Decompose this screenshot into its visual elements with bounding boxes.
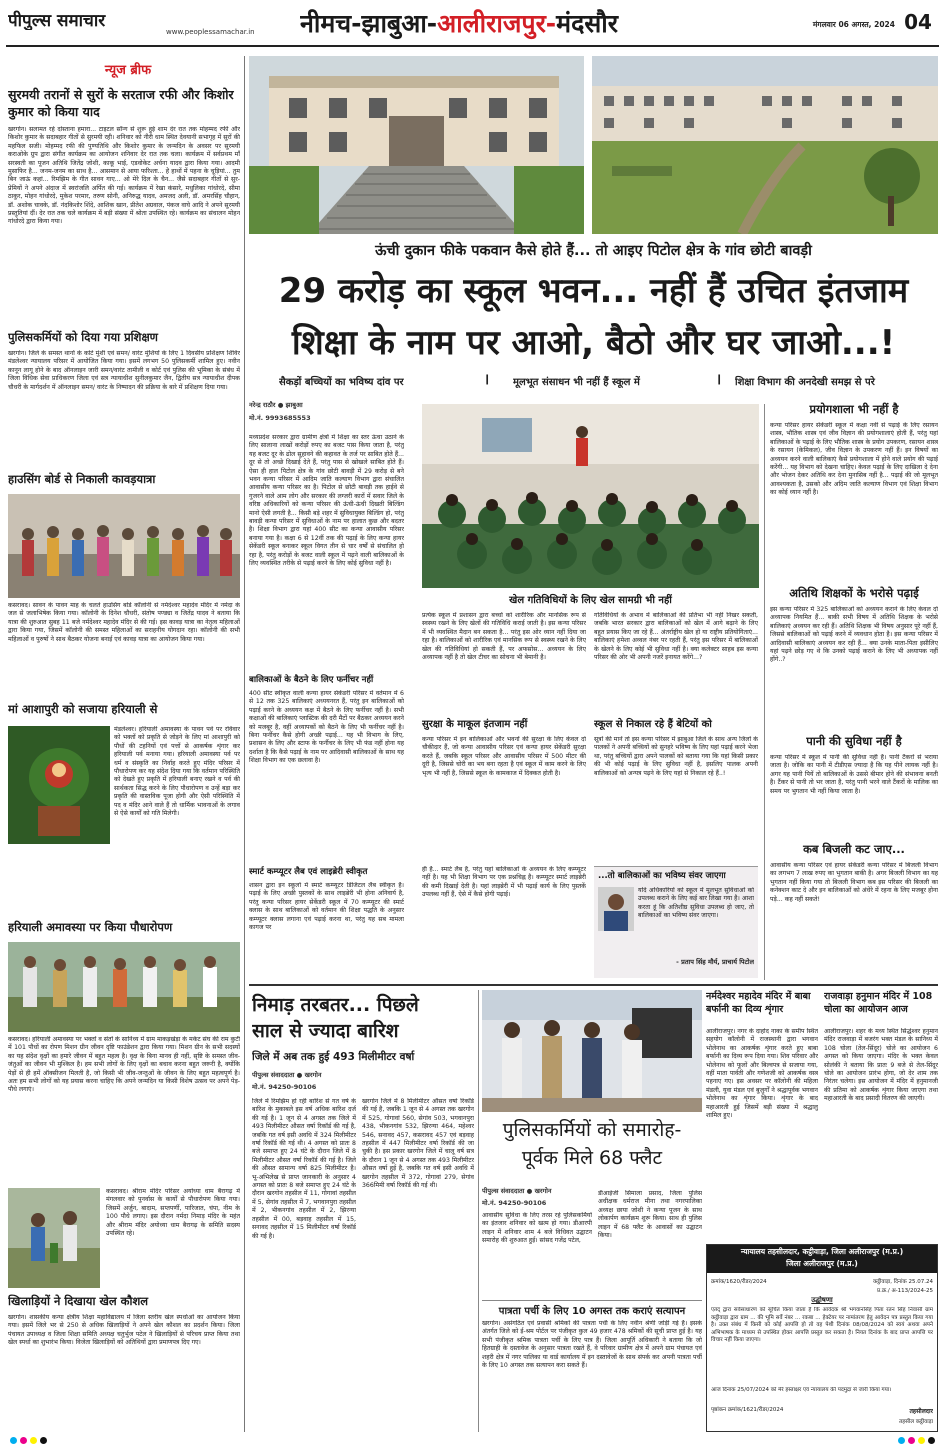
reg-mark-yellow-2 [918, 1437, 925, 1444]
masthead-brand: पीपुल्स समाचार [8, 11, 106, 30]
campus-field-photo [592, 56, 938, 234]
subhead-2: मूलभूत संसाधन भी नहीं हैं स्कूल में [513, 377, 640, 388]
notice-footer-left: पृष्ठांकन क्रमांक/1621/रीडर/2024 [711, 1407, 784, 1413]
byline-place: झाबुआ [285, 401, 303, 409]
reg-mark-black-2 [928, 1437, 935, 1444]
quote-title: ...तो बालिकाओं का भविष्य संवर जाएगा [598, 871, 726, 881]
main-col2-body3: ही है... स्मार्ट लैब है, परंतु यहां बालिकाओं के अध्ययन के लिए कम्प्यूटर नहीं है। यह भी शिक्षा विभाग पर एक प्रश्नचिह्न है। कम्प्यूटर स्मार्ट लाइब्रेरी की कमी दिखाई देती है। यहां लाइब्रेरी में भी पढ़ाई कार्य के लिए पुस्तकें उपलब्ध नहीं हैं, ऐसे में कैसे होगी पढ़ाई। [422, 866, 586, 899]
main-right-divider [764, 404, 765, 980]
byline-mobile: मो.नं. 9993685553 [249, 414, 311, 422]
main-col1-subhead: बालिकाओं के बैठने के लिए फर्नीचर नहीं [249, 675, 374, 685]
story-2-body: खरगोन। जिले के समस्त थानों के कोर्ट मुंशी एवं समन/ वारंट मुंशियों के लिए 1 दिवसीय प्रशिक्षण शिविर मंडलेश्वर न्यायालय परिसर में आयोजित किया गया। इसमें लगभग 50 पुलिसकर्मी शामिल हुए। नवीन कानून लागू होने के बाद ऑनलाइन जारी समन/वारंट तामीली व कोर्ट एवं पुलिस की भूमिका के संबंध में जिला विधिक सेवा प्राधिकरण जिला एवं सत्र न्यायाधीश सुनीलकुमार जैन, द्वितीय सत्र न्यायाधीश दीपक चौधरी के मार्गदर्शन में ऑनलाइन समन/ वारंट के निष्पादन की प्रक्रिया के बारे में प्रशिक्षण दिया गया। [8, 350, 240, 391]
story-7-title: खिलाड़ियों ने दिखाया खेल कौशल [8, 1294, 149, 1308]
right-subhead-3: पानी की सुविधा नहीं है [806, 734, 902, 748]
principal-photo [598, 887, 634, 931]
police-title-line-2: पूर्वक मिले 68 फ्लैट [521, 1147, 663, 1169]
police-byline: पीपुल्स संवाददाता ● खरगोन [482, 1187, 552, 1195]
notice-case-no: प्र.क्र./ अ-113/2024-25 [877, 1288, 933, 1294]
police-flats-title [482, 1116, 702, 1182]
ration-slip-title: पात्रता पर्ची के लिए 10 अगस्त तक कराएं सत्यापन [482, 1300, 702, 1316]
subhead-3: शिक्षा विभाग की अनदेखी समझ से परे [735, 377, 875, 388]
main-col1-subhead2: स्मार्ट कम्प्यूटर लैब एवं लाइब्रेरी स्वीकृत [249, 867, 368, 877]
right-body-3: कन्या परिसर में स्कूल में पानी की सुविधा नहीं है। पानी टैंकरों से भराया जाता है। जोकि का पानी में टीडीएस ज्यादा है कि यह पीने लायक नहीं है। अगर यह पानी पियें तो बालिकाओं के उससे बीमार होने की संभावना बनती है। टैंकर से पानी तो भर जाता है, परंतु पानी भरने वाले टैंकरों के मालिक का समय पर भुगतान भी नहीं किया जाता है। [770, 754, 938, 795]
main-byline [249, 400, 404, 430]
story-3-title: हाउसिंग बोर्ड से निकाली कावड़यात्रा [8, 472, 156, 486]
notice-subtitle: जिला अलीराजपुर (म.प्र.) [786, 1259, 858, 1268]
story-6-body: कसरावद। श्रीराम मंदिर परिसर अयोध्या धाम बैरागढ़ में मंगलवार को पुनर्वास के कार्यों से पौधारोपण किया गया। जिसमें अर्जुन, बादाम, सप्तपर्णी, पारिजात, चंपा, नीम के 100 पौधे लगाए। इस दौरान नर्मदा निमाड़ मंदिर के महंत और श्रीराम मंदिर अयोध्या धाम बैरागढ़ के समिति सदस्य उपस्थित रहे। [106, 1188, 240, 1238]
main-col3-body: गतिविधियों के अभाव में बालिकाओं की प्रतिभा भी नहीं निखर सकती, जबकि भारत सरकार द्वारा बालिकाओं को खेल में आगे बढ़ाने के लिए बहुत प्रयास किए जा रहे हैं... अंतर्राष्ट्रीय खेल हो या राष्ट्रीय प्रतियोगिताएं... बालिकाएं हमेशा अव्वल नंबर पर रहती हैं, परंतु इस परिसर में बालिकाओं के खेलने के लिए कोई भी सुविधा नहीं है। क्या कलेक्टर साहब इस कन्या परिसर की ओर भी अपनी नजरें इनायत करेंगे...? [594, 612, 758, 662]
left-column [8, 58, 240, 1432]
notice-sign: तहसीलदार [909, 1408, 933, 1415]
campus-field-image [592, 56, 938, 234]
story-1-title: सुरमयी तरानों से सुरों के सरताज रफी और किशोर कुमार को किया याद [8, 87, 234, 119]
reg-mark-yellow [30, 1437, 37, 1444]
plantation-image [8, 942, 240, 1032]
byline-author [249, 400, 404, 409]
rain-body-2: खरगोन जिले में 8 मिलीमीटर औसत वर्षा रिकॉर्ड की गई है, जबकि 1 जून से 4 अगस्त तक खरगोन में 525, गोगावां 560, सेगांव 503, भगवानपुरा 438, भीकनगांव 532, झिरन्या 464, महेश्वर 546, सनावद 457, कसरावद 457 एवं बड़वाह तहसील में 447 मिलीमीटर वर्षा रिकॉर्ड की जा चुकी है। इस प्रकार खरगोन जिले में चालू वर्ष सत्र के दौरान 1 जून से 4 अगस्त तक 493 मिलीमीटर औसत वर्षा हुई है, जबकि गत वर्ष इसी अवधि में खरगोन तहसील में 372, गोगावां 279, सेगांव 366मिमी वर्षा रिकॉर्ड की गई थी। [362, 1098, 474, 1190]
subhead-divider-1: ❙ [483, 374, 492, 385]
masthead-regions [300, 6, 720, 40]
kavad-yatra-photo [8, 494, 240, 598]
school-building-photo [249, 56, 584, 234]
reg-mark-black [40, 1437, 47, 1444]
reg-mark-cyan [10, 1437, 17, 1444]
right-subhead-1: प्रयोगशाला भी नहीं है [809, 402, 899, 416]
school-building-image [249, 56, 584, 234]
main-col3-subhead: स्कूल से निकाल रहे हैं बेटियों को [594, 719, 712, 730]
story-3-body: कसरावद। सावन के पावन माह के चलते हाउसिंग बोर्ड कॉलोनी से नर्मदेश्वर महादेव मंदिर में नर्मदा के जल से जलाभिषेक किया गया। कॉलोनी के दिनेश चौधरी, संतोष पण्ड्या व जितेंद्र यादव ने बताया कि यात्रा की शुरुआत सुबह 11 बजे नर्मदेश्वर महादेव मंदिर से की गई। इस कावड़ यात्रा का नेतृत्व महिलाओं द्वारा किया गया, जिसमें कॉलोनी की समस्त महिलाओं का सराहनीय योगदान रहा। कॉलोनी की सभी महिलाओं व पुरुषों ने साथ बैठकर योजना बनाई एवं कावड़ यात्रा का आयोजन किया गया। [8, 602, 240, 643]
story-5-body: कसरावद। हरियाली अमावस्या पर भक्तों व संतों के सानिध्य में ग्राम माकड़खेड़ा के मर्कट संघ की राम कुटी में 101 पौधों का रोपण मिशन ग्रीन जीवन दृष्टि फाउंडेशन द्वारा किया गया। मिशन ग्रीन के सभी सदस्यों का यह संदेश वृक्षों का हमारे जीवन में बहुत महत्व है। वृक्ष के बिना मानव ही नहीं, सृष्टि के समस्त जीव-जंतुओं का जीवन भी मुश्किल है। हम सभी लोगों के लिए वृक्षों का बचाव करना बहुत जरूरी है, क्योंकि पेड़ों से ही हमें ऑक्सीजन मिलती है, जो किसी भी जीव-जन्तुओं के जीवन के लिए बहुत महत्वपूर्ण है। अतः हम सभी लोगों को यह प्रयास करना चाहिए कि अपने जन्मदिन या किसी विशेष उत्सव पर अपने पेड़-पौधे लगाएं। [8, 1036, 240, 1094]
news-brief-label: न्यूज ब्रीफ [104, 63, 152, 78]
court-notice [706, 1244, 938, 1432]
story-2-title: पुलिसकर्मियों को दिया गया प्रशिक्षण [8, 330, 158, 344]
main-col1-body3: शासन द्वारा इन स्कूलों में स्मार्ट कम्प्यूटर डिजिटल लैब स्वीकृत है। पढ़ाई के लिए अच्छी पुस्तकों के साथ लाइब्रेरी भी होना अनिवार्य है, परंतु कन्या परिसर हायर सेकेंडरी स्कूल में 70 कम्प्यूटर की स्मार्ट क्लास के साथ बालिकाओं को वर्तमान की शिक्षा पद्धति के अनुसार कम्प्यूटर क्लास लगाना एवं पढ़ाई करना था, परंतु यह सब मामला कागज पर [249, 882, 404, 932]
region-neemuch-jhabua: नीमच-झाबुआ- [300, 9, 438, 38]
hanuman-title: राजवाड़ा हनुमान मंदिर में 108 चोला का आयोजन आज [824, 991, 933, 1015]
main-col2-body: प्रत्येक स्कूल में प्रशासन द्वारा बच्चों को शारीरिक और मानसिक रूप से स्वस्थ्य रखने के लिए खेलों की गतिविधि कराई जाती है। इस कन्या परिसर में भी व्यवस्थित मैदान बन सकता है... परंतु इस ओर ध्यान नहीं दिया जा रहा है। बालिकाओं को शारीरिक एवं मानसिक रूप से स्वस्थ्य रखने के लिए खेल की गतिविधियां हो सकती हैं, पर अफसोस... अध्ययन के लिए अध्यापक नहीं है तो खेल टीचर का सोचना भी बेमानी है। [422, 612, 586, 662]
notice-body: एतद् द्वारा सर्वसाधारण को सूचित किया जाता है कि आवेदक श्री भगवानसिंह पिता रतन सिंह निवासी ग्राम कट्ठीवाड़ा द्वारा ग्राम ... की भूमि सर्वे नंबर ... रकबा ... हेक्टेयर पर नामांतरण हेतु आवेदन पत्र प्रस्तुत किया गया है। उक्त संबंध में किसी को कोई आपत्ति हो तो वह पेशी दिनांक 08/08/2024 को स्वयं अथवा अपने अभिभाषक के माध्यम से उपस्थित होकर आपत्ति प्रस्तुत कर सकता है। नियत दिनांक के बाद प्राप्त आपत्ति पर विचार नहीं किया जाएगा। [711, 1307, 933, 1344]
kids-plantation-photo [8, 1188, 100, 1288]
notice-sign-place: तहसील कट्ठीवाड़ा [899, 1419, 933, 1425]
masthead-rule [6, 45, 939, 47]
main-col2-body2: कन्या परिसर में इन बालिकाओं और भवनों की सुरक्षा के लिए केवल दो चौकीदार हैं, जो कन्या आवासीय परिसर एवं कन्या हायर सेकेंडरी सुरक्षा करते हैं, जबकि स्कूल परिसर और आवासीय परिसर में 500 मीटर की दूरी है, जिससे चोरी का भय बना रहता है एवं स्कूल में काम करने के लिए भृत्य भी नहीं है, जिससे स्कूल के कामकाज में दिक्कत होती है। [422, 736, 586, 777]
notice-date-right: कट्ठीवाड़ा, दिनांक 25.07.24 [873, 1279, 933, 1285]
kavad-yatra-image [8, 494, 240, 598]
hanuman-body: आलीराजपुर। शहर के मध्य स्थित सिद्धेश्वर हनुमान मंदिर राजवाड़ा में बजरंग भक्त मंडल के सानिध्य में 108 चोला (तेल-सिंदूर) चोले का आयोजन 6 अगस्त को किया जाएगा। मंदिर के भक्त केवल सोलंकी ने बताया कि प्रातः 9 बजे से तेल-सिंदूर चोले का आयोजन प्रारंभ होगा, जो देर शाम तक निरंतर चलेगा। इस आयोजन में मंदिर में हनुमानजी की प्रतिमा को आकर्षक शृंगार किया जाएगा तथा महाआरती के बाद प्रसादी वितरण की जाएगी। [824, 1028, 938, 1103]
right-body-4: आवासीय कन्या परिसर एवं हायर सेकेंडरी कन्या परिसर में बिजली विभाग का लगभग 7 लाख रुपए का भुगतान बाकी है। अगर बिजली विभाग का यह भुगतान नहीं किया गया तो बिजली विभाग कब इस परिसर की बिजली का कनेक्शन काट दे और इन बालिकाओं को अंधेरे में रहना के लिए मजबूर होना पड़े... कह नहीं सकते! [770, 862, 938, 903]
rain-subtitle: जिले में अब तक हुई 493 मिलीमीटर वर्षा [252, 1051, 415, 1063]
temple-title: नर्मदेश्वर महादेव मंदिर में बाबा बर्फानी का दिव्य शृंगार [706, 991, 811, 1015]
rain-mobile: मो.नं. 94250-90106 [252, 1083, 317, 1091]
byline-sep: ● [277, 401, 286, 409]
right-subhead-4: कब बिजली कट जाए... [803, 842, 905, 856]
masthead [0, 0, 945, 50]
byline-name: नरेन्द्र राठौर [249, 401, 276, 409]
page-number: 04 [904, 10, 932, 34]
quote-body: यदि अधिकारियों को स्कूल में मूलभूत सुविधाओं को उपलब्ध कराने के लिए कई बार लिखा गया है। आशा करता हूं कि अतिशीघ्र सुविधा उपलब्ध हो जाए, तो बालिकाओं का भविष्य संवर जाएगा। [638, 887, 754, 920]
classroom-photo-caption: खेल गतिविधियों के लिए खेल सामग्री भी नहीं [509, 595, 672, 606]
principal-quote-box [594, 866, 758, 978]
subhead-1: सैकड़ों बच्चियों का भविष्य दांव पर [279, 377, 404, 388]
masthead-website: www.peoplessamachar.in [166, 28, 255, 36]
quote-author: - प्रताप सिंह मौर्य, प्राचार्य पिटोल [676, 958, 754, 966]
main-kicker: ऊंची दुकान फीके पकवान कैसे होते हैं... तो आइए पिटोल क्षेत्र के गांव छोटी बावड़ी [375, 243, 812, 259]
notice-no-left: क्रमांक/1620/रीडर/2024 [711, 1279, 767, 1285]
classroom-image [422, 404, 759, 588]
story-5-title: हरियाली अमावस्या पर किया पौधारोपण [8, 920, 173, 934]
notice-title: न्यायालय तहसीलदार, कट्ठीवाड़ा, जिला अलीराजपुर (म.प्र.) [740, 1247, 904, 1256]
main-col1-body2: 400 सीट स्वीकृत वाली कन्या हायर सेकेंडरी परिसर में वर्तमान में 6 से 12 तक 325 बालिकाएं अध्ययनरत हैं, परंतु इन बालिकाओं को पढ़ाई करने के अध्ययन कक्ष में बैठने के लिए फर्नीचर नहीं है। सभी कक्षाओं की बालिकाएं प्लास्टिक की दरी मैटों पर बैठकर अध्ययन करने को मजबूर है, वहीं अध्यापकों को बैठने के लिए भी फर्नीचर नहीं है। बिना फर्नीचर कैसे होगी अच्छी पढ़ाई... यह भी विभाग के लिए, प्रशासन के लिए और स्टाफ के फर्नीचर के लिए भी फंड नहीं होना यह दर्शाता है कि कैसे पढ़ाई के नाम पर आदिवासी बालिकाओं के साथ यह शिक्षा विभाग का एक छलावा है। [249, 690, 404, 765]
story-1-body: खरगोन। सलामत रहे दोस्ताना हमारा... टाइटल सॉन्ग से शुरू हुई शाम देर रात तक मोहम्मद रफी और किशोर कुमार के सदाबहार गीतों से सुरमयी रही। शनिवार को नीरी धाम स्थित देवयानी सभागृह में सुरों की महफिल सजी। मोहम्मद रफी की पुण्यतिथि और किशोर कुमार के जन्मदिन के अवसर पर सुरमयी कराओके ग्रुप द्वारा संगीत कार्यक्रम का आयोजन शनिवार देर रात तक चला। कार्यक्रम में सर्वप्रथम माँ सरस्वती का पूजन अतिथि जितेंद्र जोशी, काकू भाई, एडवोकेट अर्चना यादव द्वारा किया गया। आदमी मुसाफिर है... जनम-जनम का साथ है... आसमान से आया फरिश्ता... हेे हाथों में पहना के चूड़ियां... तुम बिन जाऊं कहां... रिमझिम के गीत सावन गाए... ओ मेरे दिल के चैन... जैसे सदाबहार गीतों से सुर-प्रेमियों ने अपने अंदाज में स्वरांजलि अर्पित की गई। कार्यक्रम में रेखा कंसारे, मधुलिका गांधोरदे, सीमा ठाकुर, मोहन गांधोरदे, मुकेश परमार, तरुण सोनी, अनिरुद्ध यादव, अमजद अली, डॉ. अमरसिंह चौहान, डॉ. अशोक चावके, डॉ. नंदकिशोर शिंदे, आशिक खान, प्रीतेश अग्रवाल, पंकज वाघे आदि ने अपने सुरमयी प्रस्तुतियां दीं। देर रात तक चले कार्यक्रम में बड़ी संख्या में श्रोता उपस्थित रहे। कार्यक्रम का संचालन मोहन गांधोरदे द्वारा किया गया। [8, 126, 240, 226]
right-subhead-2: अतिथि शिक्षकों के भरोसे पढ़ाई [789, 586, 919, 600]
main-headline-1: 29 करोड़ का स्कूल भवन... नहीं हैं उचित इंतजाम [278, 271, 909, 311]
police-ceremony-photo [482, 990, 702, 1112]
kids-plantation-image [8, 1188, 100, 1288]
temple-body: आलीराजपुर। नगर के दाहोद नाका के समीप स्थित सहयोग कॉलोनी में राजस्थानी द्वारा भगवान भोलेनाथ का आकर्षक शृंगार करते हुए बाबा बर्फानी का दिव्य रूप दिया गया। शिव परिवार और भोलेनाथ को फूलों और बिल्वपत्र से सजाया गया, वहीं माता पार्वती और गणेशजी को आकर्षक वस्त्र पहनाए गए। इस अवसर पर कॉलोनी की महिला मंडली, युवा मंडल एवं बुजुर्गों ने श्रद्धापूर्वक भगवान भोलेनाथ का शृंगार किया। शृंगार के बाद महाआरती हुई जिसमें बड़ी संख्या में श्रद्धालु शामिल हुए। [706, 1028, 818, 1120]
main-col1-body: मध्यप्रदेश सरकार द्वारा ग्रामीण क्षेत्रों में शिक्षा का स्तर ऊंचा उठाने के लिए सालाना लाखों करोड़ों रुपए का बजट पास किया जाता है, परंतु यह बजट दूर के ढोल सुहावने की कहावत के तर्ज पर साबित होते हैं... दूर से तो अच्छे दिखाई देते हैं, परंतु पास से खोखले साबित होते हैं। ऐसा ही हाल पिटोल क्षेत्र के गांव छोटी बावड़ी में 29 करोड़ से बने भवन कन्या परिसर में आदिम जाति कल्याण विभाग द्वारा संचालित आवासीय कन्या परिसर का है। पिटोल से छोटी बावड़ी तक हाईवे से गुजरने वाले आम लोग और सरकार की लग्जरी कारों में सवार जिले के वरिष्ठ अधिकारियों को कन्या परिसर की ऊंची-ऊंची दिखती बिल्डिंग मानो ऐसी लगती है... किसी बड़े शहर में सुविधायुक्त बिल्डिंग हो, परंतु बावड़ी कन्या परिसर में सुविधाओं के नाम पर हालात कुछ और बदतर है। शिक्षा विभाग द्वारा यहां 400 सीट का कन्या आवासीय परिसर बनाया गया है। कक्षा 6 से 12वीं तक की पढ़ाई के लिए कन्या हायर सेकेंडरी स्कूल बनाकर स्कूल विगत तीन से चार वर्षों से संचालित हो रहा है, परंतु करोड़ों के बजट वाली स्कूल में पढ़ने वाली बालिकाओं के लिए व्यवस्थित तरीके से पढ़ाई करने के लिए कोई सुविधा नहीं है। [249, 434, 404, 568]
police-body-2: डीआईजी सिमाला प्रसाद, जिला पुलिस अधीक्षक धर्मराज मीना तथा नगरपालिका अध्यक्ष छाया जोशी ने कन्या पूजन के साथ लोकार्पण कार्यक्रम शुरू किया। साथ ही पुलिस लाइन में 68 फ्लैट के आवासों का उद्घाटन किया। [598, 1190, 702, 1240]
plantation-photo [8, 942, 240, 1032]
reg-mark-cyan-2 [898, 1437, 905, 1444]
main-col3-body2: सूत्रों की मानें तो इस कन्या परिसर में झाबुआ जिले के साथ अन्य जिलों के पालकों ने अपनी बच्चियों को सुनहरे भविष्य के लिए यहां पढ़ाई करने भेजा था, परंतु बच्चियों द्वारा अपने पालकों को बताया गया कि यहां किसी प्रकार की भी कोई पढ़ाई के लिए सुविधा नहीं है, इसलिए पालक अपनी बालिकाओं को अन्यत्र पढ़ने के लिए यहां से निकाल रहे हैं..! [594, 736, 758, 777]
reg-mark-magenta [20, 1437, 27, 1444]
region-alirajpur: आलीराजपुर- [437, 9, 557, 38]
police-ceremony-image [482, 990, 702, 1112]
police-body-1: आवासीय सुविधा के लिए तरस रहे पुलिसकर्मियों का इंतजार शनिवार को खत्म हो गया। डीआरपी लाइन में शनिवार शाम 4 बजे विधिवत उद्घाटन समारोह की शुरुआत हुई। सांसद गजेंद्र पटेल, [482, 1212, 592, 1245]
subhead-divider-2: ❙ [715, 374, 724, 385]
ration-slip-body: खरगोन। असंगठित एवं प्रवासी श्रमिकों की पात्रता पर्ची के लिए नवीन श्रेणी जोड़ी गई है। इसके अंतर्गत जिले को ई-श्रम पोर्टल पर पंजीकृत कुल 49 हजार 478 श्रमिकों की सूची प्राप्त हुई है। यह सभी पंजीकृत श्रमिक पात्रता पर्ची के लिए पात्र हैं। जिला आपूर्ति अधिकारी ने बताया कि जो हितग्राही के दस्तावेज के अनुसार पात्रता रखते हैं, वे परिवार ग्रामीण क्षेत्र में अपने ग्राम पंचायत एवं शहरी क्षेत्र में नगर पालिका या वार्ड कार्यालय में इन दस्तावेजों के साथ संपर्क कर अपनी पात्रता पर्ची के लिए 10 अगस्त तक सत्यापन करा सकते हैं। [482, 1320, 702, 1370]
reg-mark-magenta-2 [908, 1437, 915, 1444]
main-headline-2: शिक्षा के नाम पर आओ, बैठो और घर जाओ...! [291, 323, 896, 363]
notice-heading: उद्घोषणा [811, 1296, 833, 1304]
notice-header [707, 1245, 937, 1273]
principal-image [598, 887, 634, 931]
story-4-photo-spacer [8, 726, 114, 846]
main-subheads [249, 374, 938, 392]
right-body-1: कन्या परिसर हायर सेकेंडरी स्कूल में कक्षा नवीं से पढ़ाई के लिए रसायन शास्त्र, भौतिक शास्त्र एवं जीव विज्ञान की प्रयोगशालाएं होती हैं, परंतु यहां बालिकाओं के पढ़ाई के लिए भौतिक शास्त्र के प्रयोग उपकरण, रसायन शास्त्र के रसायन (केमिकल), जीव विज्ञान के उपकरण नहीं हैं। इन विषयों का अध्ययन करने वाली बालिकाएं कैसे प्रयोगशाला में होने वाले प्रयोग की पढ़ाई करेंगी... यह विभाग को देखना चाहिए। केवल पढ़ाई के लिए दाखिला दे देना और भोजन देकर अतिथि कर देना मुनासिब नहीं है... पढ़ाई की जो मूलभूत आवश्यकता है, उसको और अदिम जाति कल्याण विभाग एवं शिक्षा विभाग का कोई ध्यान नहीं है। [770, 422, 938, 497]
masthead-date: मंगलवार 06 अगस्त, 2024 [812, 20, 895, 29]
classroom-photo [422, 404, 759, 588]
story-7-body: खरगोन। शासकीय कन्या क्षेत्रीय शिक्षा महाविद्यालय में जिला स्तरीय खेल स्पर्धाओं का आयोजन किया गया। इसमें जिले भर से 250 से अधिक खिलाड़ियों ने अपने खेल कौशल का प्रदर्शन किया। जिला पंचायत उपाध्यक्ष व जिला शिक्षा समिति अध्यक्ष चतुर्भुज पटेल ने खिलाड़ियों से परिचय प्राप्त किया तथा खेल स्पर्धा का शुभारंभ किया। विजेता खिलाड़ियों को अतिथियों द्वारा प्रमाणपत्र दिए गए। [8, 1314, 240, 1347]
main-col2-subhead: सुरक्षा के माकूल इंतजाम नहीं [422, 719, 528, 730]
rain-byline: पीपुल्स संवाददाता ● खरगोन [252, 1071, 322, 1079]
registration-marks [0, 1436, 945, 1445]
rain-body-1: जिले में रिमझिम हो रही बारिश से गत वर्ष के बारिश के मुकाबले इस वर्ष अधिक बारिश दर्ज की गई है। 1 जून से 4 अगस्त तक जिले में 493 मिलीमीटर औसत वर्षा रिकॉर्ड की गई है, जबकि गत वर्ष इसी अवधि में 324 मिलीमीटर वर्षा रिकॉर्ड की गई थी। 4 अगस्त को प्रातः 8 बजे समाप्त हुए 24 घंटे के दौरान जिले में 8 मिलीमीटर औसत वर्षा रिकॉर्ड की गई है। जिले की औसत सामान्य वर्षा 825 मिलीमीटर है। भू-अभिलेख से प्राप्त जानकारी के अनुसार 4 अगस्त को प्रातः 8 बजे समाप्त हुए 24 घंटे के दौरान खरगोन तहसील में 11, गोगावां तहसील में 5, सेगांव तहसील में 7, भगवानपुरा तहसील में 2, भीकनगांव तहसील में 2, झिरन्या तहसील में 00, बड़वाह तहसील में 15, सनावद तहसील में 15 मिलीमीटर वर्षा रिकॉर्ड की गई है। [252, 1098, 356, 1240]
bottom-section-rule [249, 984, 938, 986]
police-mobile: मो.नं. 94250-90106 [482, 1199, 547, 1207]
police-title-line-1: पुलिसकर्मियों को समारोह- [502, 1119, 682, 1141]
left-column-divider [244, 56, 245, 1432]
region-mandsaur: मंदसौर [556, 9, 618, 38]
story-4-title: मां आशापुरी को सजाया हरियाली से [8, 702, 158, 716]
right-body-2: इस कन्या परिसर में 325 बालिकाओं को अध्ययन कराने के लिए केवल दो अध्यापक नियमित हैं... बाकी सभी विषय में अतिथि शिक्षक के भरोसे बालिकाएं अध्ययन कर रही हैं। अतिथि शिक्षक भी विषय अनुसार पूरे नहीं हैं, जिससे बालिकाओं को पढ़ाई करने में व्यवधान होता है। इस कन्या परिसर में आदिवासी बालिकाएं अध्ययन कर रही हैं... क्या उनके माता-पिता इसीलिए यहां पढ़ने छोड़ गए थे कि उनको पढ़ाई कराने के लिए भी अध्यापक नहीं होंगे..? [770, 606, 938, 664]
notice-issued: आज दिनांक 25/07/2024 को मेरे हस्ताक्षर एवं न्यायालय की पदमुद्रा से जारी किया गया। [711, 1387, 892, 1393]
rain-divider [478, 990, 479, 1432]
rain-title: निमाड़ तरबतर... पिछले साल से ज्यादा बारिश [252, 994, 419, 1042]
story-4-body: मंडलेश्वर। हरियाली अमावस्या के पावन पर्व पर रविवार को भक्तों को प्रकृति से जोड़ने के लिए मां आशापुरी को पौधों की टहनियों एवं पत्तों से आकर्षक शृंगार कर हरियाली पर्व मनाया गया। हरियाली अमावस्या पर्व पर धर्म व संस्कृति का निर्वाह करते हुए मंदिर परिसर में पौधारोपण कर यह संदेश दिया गया कि वर्तमान परिस्थिति को देखते हुए प्रकृति में हरियाली बनाए रखने व पर्व की सार्थकता सिद्ध करने के लिए पौधारोपण व उन्हें बड़ा कर प्रकृति की वास्तविक पूजा होगी और ऐसी परिस्थिति में पद व मंदिर आने वाले हैं तो धार्मिक भावनाओं के लगाव से ऐसे कार्यों को गति मिलेगी। [8, 726, 240, 916]
